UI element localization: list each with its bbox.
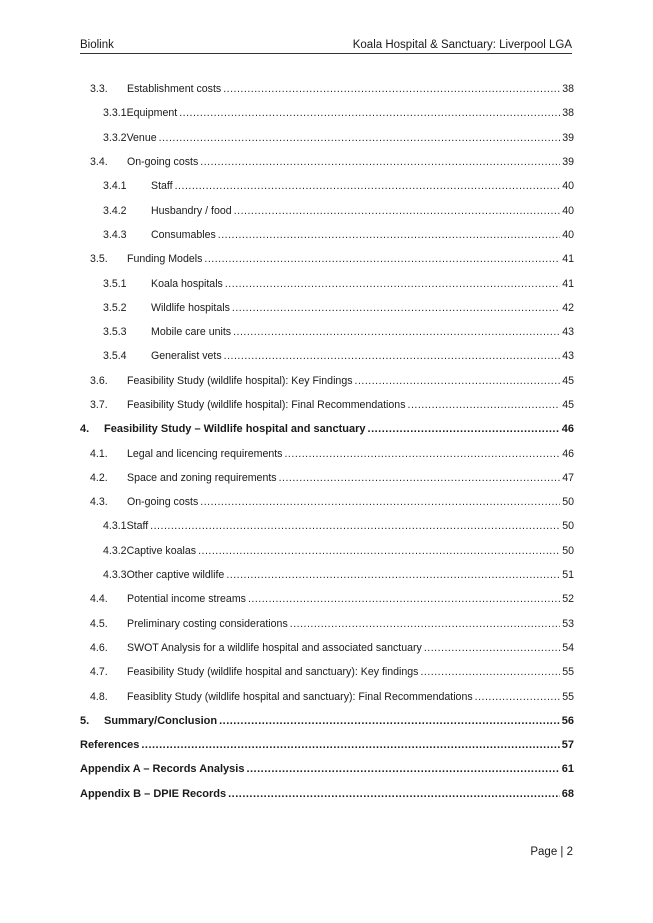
toc-entry-page: 38: [562, 107, 574, 120]
toc-entry-title: Potential income streams: [127, 593, 246, 606]
toc-dot-leader: [290, 618, 560, 630]
toc-dot-leader: [159, 132, 561, 144]
toc-entry-title: Staff: [151, 180, 173, 193]
toc-entry-title: Husbandry / food: [151, 204, 232, 217]
toc-dot-leader: [420, 666, 560, 678]
toc-entry-title: Funding Models: [127, 253, 203, 266]
toc-entry[interactable]: [80, 223, 574, 247]
toc-dot-leader: [279, 472, 561, 484]
toc-dot-leader: [218, 229, 560, 241]
toc-entry[interactable]: [80, 709, 574, 733]
toc-dot-leader: [204, 253, 560, 265]
toc-entry-title: Wildlife hospitals: [151, 301, 230, 314]
toc-entry-page: 57: [561, 739, 574, 752]
toc-entry-number: 4.2.: [90, 471, 108, 484]
toc-entry-title: Legal and licencing requirements: [127, 447, 283, 460]
toc-entry-title: Equipment: [126, 107, 178, 120]
toc-entry[interactable]: [80, 393, 574, 417]
toc-entry-page: 45: [562, 374, 574, 387]
toc-entry-title: SWOT Analysis for a wildlife hospital and associated sanctuary: [127, 641, 422, 654]
page-number: Page | 2: [530, 846, 573, 858]
toc-dot-leader: [234, 205, 561, 217]
toc-entry-number: 3.5.1: [103, 277, 127, 290]
toc-entry[interactable]: [80, 733, 574, 757]
toc-entry[interactable]: [80, 247, 574, 271]
toc-entry-title: Generalist vets: [151, 350, 222, 363]
toc-dot-leader: [232, 302, 560, 314]
toc-entry[interactable]: [80, 636, 574, 660]
toc-entry-number: 3.5.4: [103, 350, 127, 363]
toc-entry-title: Feasiblity Study (wildlife hospital and sanctuary): Final Recommendations: [127, 690, 473, 703]
toc-entry-page: 50: [562, 496, 574, 509]
toc-entry-number: 4.3.: [90, 496, 108, 509]
toc-entry[interactable]: [80, 441, 574, 465]
toc-entry[interactable]: [80, 539, 574, 563]
toc-entry-number: 3.4.3: [103, 228, 127, 241]
toc-entry-page: 40: [562, 204, 574, 217]
toc-entry[interactable]: [80, 344, 574, 368]
toc-entry-title: Appendix A – Records Analysis: [80, 763, 245, 776]
toc-entry-page: 47: [562, 471, 574, 484]
toc-entry-page: 55: [562, 690, 574, 703]
toc-dot-leader: [141, 739, 559, 751]
toc-dot-leader: [368, 423, 560, 435]
toc-entry-page: 61: [561, 763, 574, 776]
toc-dot-leader: [226, 569, 560, 581]
toc-dot-leader: [200, 156, 560, 168]
toc-entry-title: Feasibility Study – Wildlife hospital and sanctuary: [104, 423, 366, 436]
toc-entry-number: 4.5.: [90, 617, 108, 630]
toc-entry-number: 3.3.1: [103, 107, 127, 120]
toc-entry[interactable]: [80, 757, 574, 781]
toc-entry-number: 4.6.: [90, 641, 108, 654]
toc-dot-leader: [228, 788, 560, 800]
toc-entry-page: 54: [562, 641, 574, 654]
toc-dot-leader: [179, 107, 560, 119]
toc-dot-leader: [284, 448, 560, 460]
toc-entry-page: 40: [562, 228, 574, 241]
header-left: Biolink: [80, 39, 114, 51]
toc-dot-leader: [219, 715, 560, 727]
toc-entry-title: Feasibility Study (wildlife hospital): Key Findings: [127, 374, 353, 387]
toc-entry-title: Summary/Conclusion: [104, 714, 218, 727]
toc-entry[interactable]: [80, 101, 574, 125]
toc-entry[interactable]: [80, 782, 574, 806]
toc-entry[interactable]: [80, 126, 574, 150]
toc-entry-number: 3.4.1: [103, 180, 127, 193]
toc-dot-leader: [224, 350, 561, 362]
toc-entry-number: 5.: [80, 714, 90, 727]
toc-entry[interactable]: [80, 369, 574, 393]
toc-entry-title: Feasibility Study (wildlife hospital): Final Recommendations: [127, 399, 406, 411]
toc-entry-page: 43: [562, 326, 574, 339]
toc-entry-title: Space and zoning requirements: [127, 471, 277, 484]
toc-entry-page: 38: [562, 83, 574, 96]
toc-dot-leader: [200, 496, 560, 508]
toc-entry-number: 3.6.: [90, 374, 108, 387]
toc-entry[interactable]: [80, 612, 574, 636]
toc-entry-number: 4.: [80, 423, 90, 436]
toc-dot-leader: [355, 375, 561, 387]
toc-entry-page: 68: [561, 787, 574, 800]
toc-entry-page: 55: [562, 666, 574, 679]
toc-entry[interactable]: [80, 684, 574, 708]
toc-dot-leader: [424, 642, 560, 654]
toc-entry-title: Establishment costs: [127, 83, 222, 96]
toc-entry-title: On-going costs: [127, 156, 199, 169]
toc-entry-number: 4.8.: [90, 690, 108, 703]
toc-entry-page: 43: [562, 350, 574, 363]
toc-entry-page: 41: [562, 253, 574, 266]
toc-entry-title: Captive koalas: [126, 544, 197, 557]
toc-entry-number: 3.4.2: [103, 204, 127, 217]
toc-dot-leader: [198, 545, 560, 557]
toc-entry[interactable]: [80, 417, 574, 441]
toc-entry[interactable]: [80, 77, 574, 101]
toc-entry-page: 50: [562, 520, 574, 533]
toc-entry-page: 45: [562, 399, 574, 411]
toc-entry-title: References: [80, 739, 140, 752]
toc-entry-title: On-going costs: [127, 496, 199, 509]
toc-entry-number: 4.4.: [90, 593, 108, 606]
toc-entry-page: 39: [562, 131, 574, 144]
toc-entry-number: 4.3.2: [103, 544, 127, 557]
toc-entry-page: 42: [562, 301, 574, 314]
toc-entry[interactable]: [80, 466, 574, 490]
toc-entry-title: Koala hospitals: [151, 277, 223, 290]
toc-entry-title: Consumables: [151, 228, 216, 241]
toc-entry[interactable]: [80, 514, 574, 538]
toc-entry[interactable]: [80, 490, 574, 514]
toc-entry-number: 4.3.1: [103, 520, 127, 533]
toc-dot-leader: [150, 520, 560, 532]
toc-entry-page: 41: [562, 277, 574, 290]
toc-entry-title: Feasibility Study (wildlife hospital and sanctuary): Key findings: [127, 666, 419, 679]
toc-entry-title: Preliminary costing considerations: [127, 617, 288, 630]
header-right: Koala Hospital & Sanctuary: Liverpool LGA: [352, 39, 572, 51]
toc-dot-leader: [223, 83, 560, 95]
toc-entry[interactable]: [80, 174, 574, 198]
toc-entry-number: 3.7.: [90, 399, 108, 411]
toc-entry-page: 56: [561, 714, 574, 727]
toc-entry-number: 4.1.: [90, 447, 108, 460]
toc-entry-title: Mobile care units: [151, 326, 232, 339]
toc-entry-number: 3.5.3: [103, 326, 127, 339]
toc-dot-leader: [233, 326, 560, 338]
toc-entry-page: 52: [562, 593, 574, 606]
toc-entry-page: 53: [562, 617, 574, 630]
toc-dot-leader: [175, 180, 561, 192]
toc-entry[interactable]: [80, 587, 574, 611]
toc-entry[interactable]: [80, 150, 574, 174]
table-of-contents: [80, 77, 574, 806]
page-header: [80, 39, 572, 54]
toc-entry-page: 51: [562, 569, 574, 582]
toc-entry[interactable]: [80, 271, 574, 295]
toc-entry[interactable]: [80, 563, 574, 587]
toc-entry-title: Venue: [126, 131, 157, 144]
toc-dot-leader: [475, 691, 561, 703]
toc-entry-number: 3.5.2: [103, 301, 127, 314]
toc-dot-leader: [408, 399, 561, 411]
toc-entry-page: 50: [562, 544, 574, 557]
toc-entry[interactable]: [80, 660, 574, 684]
toc-entry[interactable]: [80, 320, 574, 344]
toc-entry-number: 3.3.2: [103, 131, 127, 144]
toc-entry-number: 3.5.: [90, 253, 108, 266]
toc-entry-title: Appendix B – DPIE Records: [80, 787, 227, 800]
toc-entry-number: 4.3.3: [103, 569, 127, 582]
toc-entry-number: 3.4.: [90, 156, 108, 169]
toc-entry-number: 3.3.: [90, 83, 108, 96]
toc-entry-title: Other captive wildlife: [126, 569, 225, 582]
toc-entry-number: 4.7.: [90, 666, 108, 679]
toc-entry-page: 46: [562, 447, 574, 460]
toc-dot-leader: [248, 593, 560, 605]
toc-entry-page: 46: [561, 423, 574, 436]
toc-entry[interactable]: [80, 198, 574, 222]
toc-dot-leader: [246, 763, 559, 775]
toc-entry-title: Staff: [126, 520, 149, 533]
toc-entry-page: 39: [562, 156, 574, 169]
toc-entry[interactable]: [80, 296, 574, 320]
toc-entry-page: 40: [562, 180, 574, 193]
toc-dot-leader: [225, 278, 560, 290]
